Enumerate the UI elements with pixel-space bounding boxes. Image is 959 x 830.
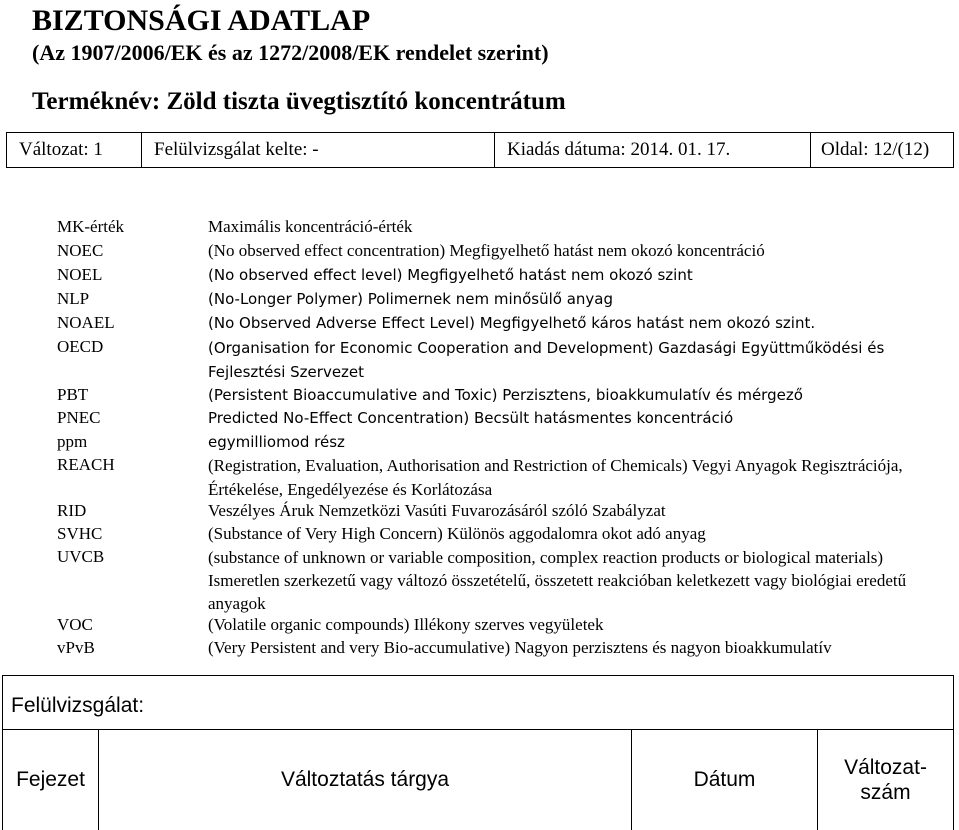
abbr-term: NOAEL bbox=[57, 313, 115, 332]
product-name: Terméknév: Zöld tiszta üvegtisztító koncentrátum bbox=[32, 88, 566, 115]
abbr-definition: (substance of unknown or variable composition, complex reaction products or biological materials) Ismeretlen szerkezetű vagy változó összetételű, összetett reakcióban keletkezett vagy biológiai eredetű anyagok bbox=[208, 548, 907, 613]
page-text: Oldal: 12/(12) bbox=[821, 139, 930, 160]
issue-date-cell bbox=[495, 133, 811, 167]
abbr-term: PNEC bbox=[57, 408, 101, 427]
abbr-term: OECD bbox=[57, 337, 104, 356]
version-text: Változat: 1 bbox=[19, 139, 103, 160]
document-meta-bar bbox=[6, 132, 954, 168]
abbr-term: NOEC bbox=[57, 241, 104, 260]
column-header-subject-text: Változtatás tárgya bbox=[280, 768, 450, 791]
column-header-date-text: Dátum bbox=[693, 768, 756, 791]
abbr-term: RID bbox=[57, 501, 87, 520]
abbr-definition: (Organisation for Economic Cooperation and Development) Gazdasági Együttműködési és Fejlesztési Szervezet bbox=[208, 339, 885, 381]
abbr-term: NOEL bbox=[57, 265, 103, 284]
abbr-definition: (No Observed Adverse Effect Level) Megfigyelhető káros hatást nem okozó szint. bbox=[208, 314, 816, 332]
abbr-term: VOC bbox=[57, 615, 93, 634]
abbr-definition: (Volatile organic compounds) Illékony szerves vegyületek bbox=[208, 615, 604, 634]
abbr-definition: Veszélyes Áruk Nemzetközi Vasúti Fuvarozásáról szóló Szabályzat bbox=[208, 501, 666, 520]
review-date-text: Felülvizsgálat kelte: - bbox=[154, 139, 319, 160]
abbr-definition: Predicted No-Effect Concentration) Becsült hatásmentes koncentráció bbox=[208, 409, 734, 427]
review-date-cell bbox=[142, 133, 495, 167]
document-title: BIZTONSÁGI ADATLAP bbox=[32, 4, 371, 37]
abbr-definition: (Very Persistent and very Bio-accumulative) Nagyon perzisztens és nagyon bioakkumulatív bbox=[208, 638, 832, 657]
abbr-definition: (No observed effect level) Megfigyelhető hatást nem okozó szint bbox=[208, 266, 693, 284]
abbr-term: vPvB bbox=[57, 638, 95, 657]
column-header-subject bbox=[99, 730, 632, 830]
abbr-definition: (Registration, Evaluation, Authorisation and Restriction of Chemicals) Vegyi Anyagok Regisztrációja, Értékelése, Engedélyezése és Korlátozása bbox=[208, 456, 903, 499]
version-cell bbox=[7, 133, 142, 167]
abbr-term: MK-érték bbox=[57, 217, 125, 236]
abbr-term: NLP bbox=[57, 289, 90, 308]
abbr-definition: Maximális koncentráció-érték bbox=[208, 217, 413, 236]
abbr-definition: egymilliomod rész bbox=[208, 433, 345, 451]
abbr-definition: (Substance of Very High Concern) Különös aggodalomra okot adó anyag bbox=[208, 524, 706, 543]
issue-date-text: Kiadás dátuma: 2014. 01. 17. bbox=[507, 139, 731, 160]
abbr-term: REACH bbox=[57, 455, 115, 474]
regulation-subtitle: (Az 1907/2006/EK és az 1272/2008/EK rendelet szerint) bbox=[32, 40, 549, 65]
page-cell bbox=[811, 133, 953, 167]
abbr-term: ppm bbox=[57, 432, 88, 451]
abbr-definition: (No-Longer Polymer) Polimernek nem minősülő anyag bbox=[208, 290, 614, 308]
column-header-chapter bbox=[3, 730, 99, 830]
column-header-date bbox=[632, 730, 818, 830]
abbr-term: UVCB bbox=[57, 547, 105, 566]
review-table-header bbox=[2, 729, 954, 830]
column-header-version-text: Változat-szám bbox=[844, 756, 927, 804]
abbr-definition: (No observed effect concentration) Megfigyelhető hatást nem okozó koncentráció bbox=[208, 241, 765, 260]
column-header-chapter-text: Fejezet bbox=[16, 768, 85, 791]
abbr-term: SVHC bbox=[57, 524, 103, 543]
column-header-version bbox=[818, 730, 953, 830]
abbr-term: PBT bbox=[57, 385, 89, 404]
abbr-definition: (Persistent Bioaccumulative and Toxic) Perzisztens, bioakkumulatív és mérgező bbox=[208, 386, 803, 404]
review-label: Felülvizsgálat: bbox=[11, 694, 145, 717]
